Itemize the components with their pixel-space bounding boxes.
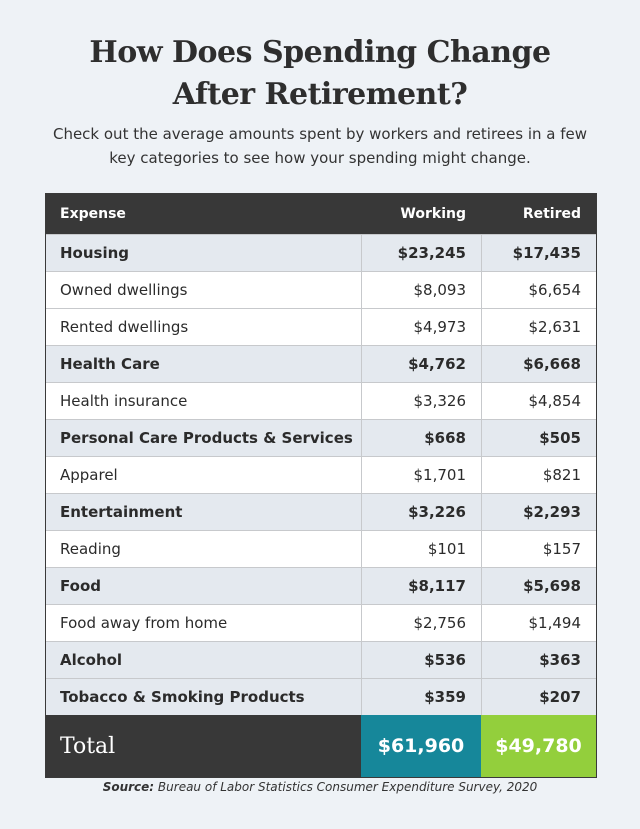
- table-row: [46, 345, 596, 382]
- spending-table: [45, 193, 597, 778]
- row-retired: $821: [481, 457, 596, 493]
- table-row: [46, 419, 596, 456]
- total-retired: $49,780: [481, 715, 596, 777]
- row-working: $4,973: [361, 309, 481, 345]
- total-row: [46, 715, 596, 777]
- title-line-1: How Does Spending Change: [89, 35, 551, 70]
- row-label: Housing: [60, 244, 130, 262]
- row-working: $536: [361, 642, 481, 678]
- row-working: $23,245: [361, 235, 481, 271]
- row-label: Entertainment: [60, 503, 183, 521]
- row-retired: $1,494: [481, 605, 596, 641]
- table-row: [46, 567, 596, 604]
- total-working: $61,960: [361, 715, 481, 777]
- total-label: Total: [60, 733, 116, 759]
- row-label: Food away from home: [60, 614, 228, 632]
- row-label: Personal Care Products & Services: [60, 429, 353, 447]
- row-retired: $17,435: [481, 235, 596, 271]
- row-working: $8,117: [361, 568, 481, 604]
- row-retired: $4,854: [481, 383, 596, 419]
- table-row: [46, 530, 596, 567]
- source-label: Source:: [102, 780, 155, 794]
- row-working: $8,093: [361, 272, 481, 308]
- row-working: $359: [361, 679, 481, 715]
- source-note: [0, 780, 640, 794]
- row-retired: $505: [481, 420, 596, 456]
- row-working: $3,326: [361, 383, 481, 419]
- row-retired: $2,631: [481, 309, 596, 345]
- row-retired: $2,293: [481, 494, 596, 530]
- row-label: Alcohol: [60, 651, 123, 669]
- table-row: [46, 604, 596, 641]
- row-retired: $207: [481, 679, 596, 715]
- table-row: [46, 308, 596, 345]
- row-retired: $6,668: [481, 346, 596, 382]
- row-working: $4,762: [361, 346, 481, 382]
- row-label: Food: [60, 577, 101, 595]
- row-retired: $363: [481, 642, 596, 678]
- header-retired: Retired: [522, 206, 581, 222]
- row-working: $1,701: [361, 457, 481, 493]
- header-expense: Expense: [60, 206, 126, 222]
- table-row: [46, 678, 596, 715]
- row-label: Health insurance: [60, 392, 188, 410]
- source-text: Bureau of Labor Statistics Consumer Expenditure Survey, 2020: [157, 780, 538, 794]
- page-title: [0, 32, 640, 116]
- row-working: $2,756: [361, 605, 481, 641]
- table-row: [46, 382, 596, 419]
- row-label: Reading: [60, 540, 121, 558]
- row-label: Apparel: [60, 466, 118, 484]
- row-working: $668: [361, 420, 481, 456]
- row-label: Owned dwellings: [60, 281, 188, 299]
- table-row: [46, 271, 596, 308]
- header-working: Working: [400, 206, 466, 222]
- row-retired: $157: [481, 531, 596, 567]
- table-header: [46, 194, 596, 234]
- table-row: [46, 456, 596, 493]
- table-row: [46, 641, 596, 678]
- row-working: $3,226: [361, 494, 481, 530]
- table-row: [46, 234, 596, 271]
- row-label: Health Care: [60, 355, 160, 373]
- subtitle: Check out the average amounts spent by workers and retirees in a few key categories to see how your spending might change.: [52, 125, 588, 167]
- title-line-2: After Retirement?: [172, 77, 468, 112]
- row-label: Tobacco & Smoking Products: [60, 688, 305, 706]
- table-row: [46, 493, 596, 530]
- row-working: $101: [361, 531, 481, 567]
- row-retired: $6,654: [481, 272, 596, 308]
- row-label: Rented dwellings: [60, 318, 189, 336]
- row-retired: $5,698: [481, 568, 596, 604]
